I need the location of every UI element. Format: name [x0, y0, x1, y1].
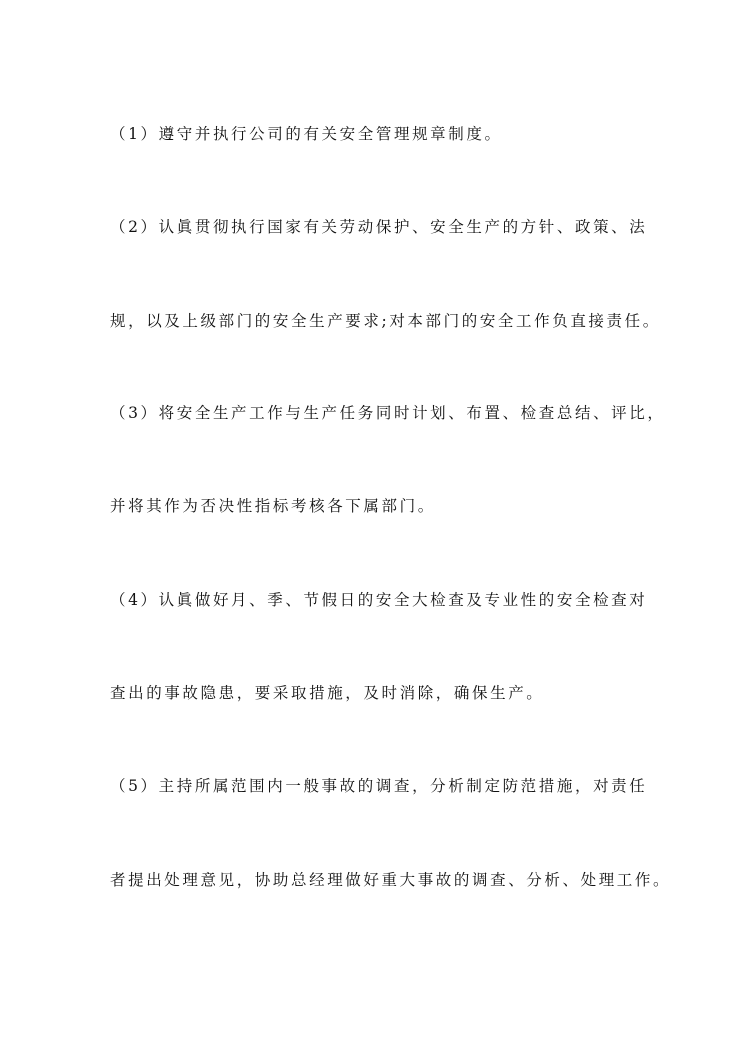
item-5-line-2: 者提出处理意见，协助总经理做好重大事故的调查、分析、处理工作。 [110, 871, 672, 889]
item-2-line-2: 规，以及上级部门的安全生产要求;对本部门的安全工作负直接责任。 [110, 312, 661, 330]
item-1-line: （1）遵守并执行公司的有关安全管理规章制度。 [110, 125, 503, 143]
item-5-line-1: （5）主持所属范围内一般事故的调查，分析制定防范措施，对责任 [110, 777, 648, 795]
item-4-line-2: 查出的事故隐患，要采取措施，及时消除，确保生产。 [110, 684, 545, 702]
item-3-line-2: 并将其作为否决性指标考核各下属部门。 [110, 497, 436, 515]
item-3-line-1: （3）将安全生产工作与生产任务同时计划、布置、检查总结、评比， [110, 404, 666, 422]
item-2-line-1: （2）认眞贯彻执行国家有关劳动保护、安全生产的方针、政策、法 [110, 218, 648, 236]
item-4-line-1: （4）认眞做好月、季、节假日的安全大检查及专业性的安全检查对 [110, 591, 648, 609]
